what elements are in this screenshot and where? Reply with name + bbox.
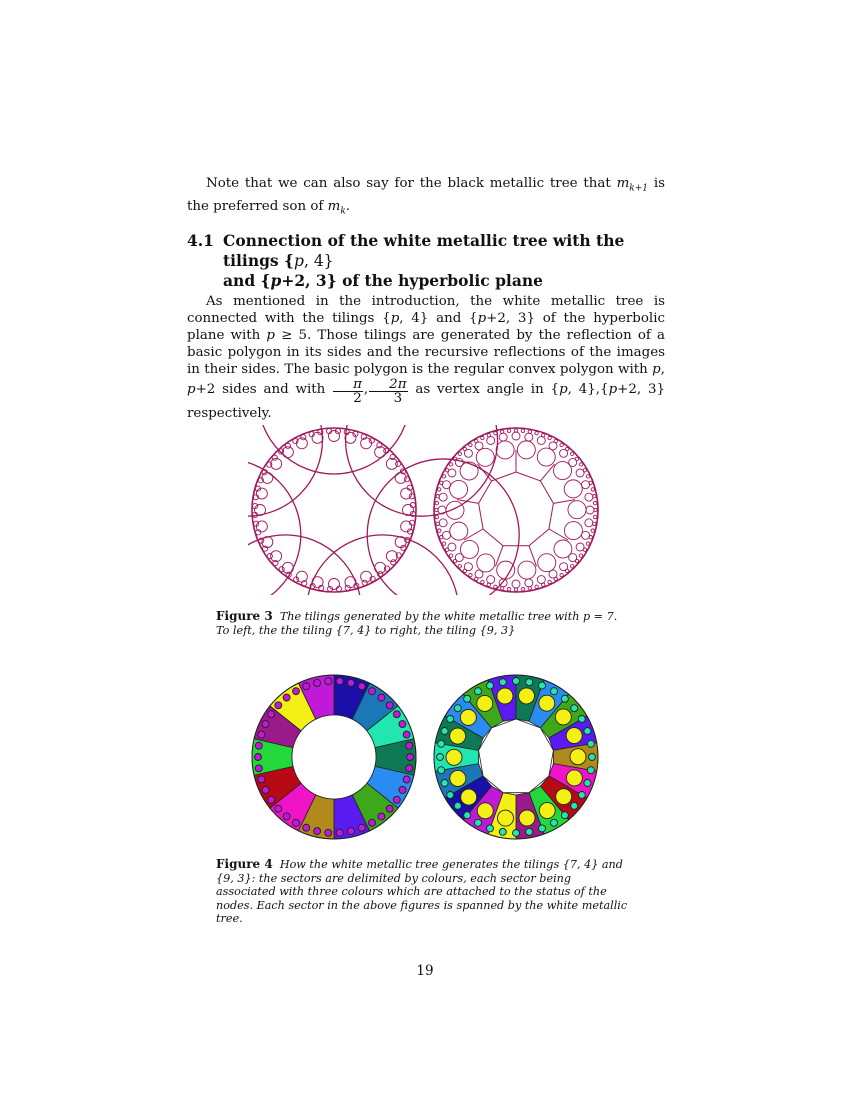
- tile: [477, 554, 495, 572]
- tiling-7-4-disk: [248, 425, 519, 595]
- tile: [303, 824, 310, 831]
- tile: [499, 828, 506, 835]
- tile: [469, 573, 472, 576]
- tile: [582, 481, 590, 489]
- section-heading: [187, 231, 665, 290]
- tile: [403, 505, 414, 516]
- tile: [314, 828, 321, 835]
- tile: [554, 577, 557, 580]
- tile: [526, 679, 533, 686]
- tile: [442, 542, 445, 545]
- tile: [578, 792, 585, 799]
- tile: [513, 830, 520, 837]
- tile: [584, 728, 591, 735]
- tile: [475, 819, 482, 826]
- tile: [519, 810, 535, 826]
- tile: [551, 688, 558, 695]
- tile: [442, 531, 450, 539]
- tile: [476, 448, 494, 466]
- tile: [537, 436, 545, 444]
- figure3-label: Figure 3: [216, 609, 273, 623]
- tile: [538, 554, 556, 572]
- tile: [438, 488, 441, 491]
- tile: [518, 688, 534, 704]
- tile: [404, 477, 409, 482]
- tile: [584, 779, 591, 786]
- tile: [578, 716, 585, 723]
- tile: [442, 475, 445, 478]
- tile: [325, 829, 332, 836]
- tile: [570, 749, 586, 765]
- intro-paragraph: Note that we can also say for the black metallic tree that $m_{k+1}$ is the preferred son of $m_k$.: [187, 176, 665, 217]
- tile: [496, 441, 514, 459]
- body-paragraph: As mentioned in the introduction, the white metallic tree is connected with the tilings {p, 4} and {p+2, 3} of the hyperbolic plane with p ≥ 5. Those tilings are generated by the reflection of a basic polygon in its sides and the recursive reflections of the images in their sides. The basic polygon is the regular convex polygon with p, p+2 sides and with $\frac{\pi}{2}$ , $\frac{2\pi}{3}$ as vertex angle in {p, 4},{p+2, 3} respectively.: [187, 294, 666, 421]
- tile: [477, 803, 493, 819]
- tile: [268, 711, 275, 718]
- tile: [587, 767, 594, 774]
- tile: [548, 580, 551, 583]
- tile: [262, 721, 269, 728]
- tile: [358, 824, 365, 831]
- tile: [255, 505, 266, 516]
- tile: [441, 779, 448, 786]
- tile: [447, 792, 454, 799]
- tile: [555, 709, 571, 725]
- tile: [285, 443, 290, 448]
- geodesic-arc: [248, 459, 301, 595]
- tile: [571, 565, 574, 568]
- tile: [481, 580, 484, 583]
- tile: [525, 433, 533, 441]
- tile: [521, 429, 524, 432]
- tile: [283, 694, 290, 701]
- tile: [272, 455, 277, 460]
- tile: [487, 576, 495, 584]
- tile: [475, 439, 478, 442]
- tile: [450, 770, 466, 786]
- tile: [256, 521, 267, 532]
- tile: [575, 559, 578, 562]
- tile: [538, 682, 545, 689]
- tile: [435, 501, 438, 504]
- tile: [512, 432, 520, 440]
- tile: [497, 561, 515, 579]
- tile: [565, 447, 568, 450]
- tile: [593, 515, 596, 518]
- tile: [378, 694, 385, 701]
- tile: [275, 805, 282, 812]
- tile: [255, 765, 262, 772]
- tile: [312, 432, 323, 443]
- tile: [283, 813, 290, 820]
- tile: [538, 825, 545, 832]
- tile: [445, 548, 448, 551]
- tile: [565, 569, 568, 572]
- tile: [539, 695, 555, 711]
- tile: [255, 742, 262, 749]
- tile: [497, 688, 513, 704]
- tile: [406, 742, 413, 749]
- tile: [336, 829, 343, 836]
- central-cell: [292, 715, 376, 799]
- tile: [453, 559, 456, 562]
- tile: [303, 683, 310, 690]
- tile: [583, 548, 586, 551]
- tile: [262, 786, 269, 793]
- tile: [499, 579, 507, 587]
- tile: [369, 819, 376, 826]
- page-number: 19: [416, 963, 434, 979]
- tile: [571, 452, 574, 455]
- tile: [579, 554, 582, 557]
- coloured-tiling-9-3-disk: [434, 675, 598, 839]
- tile: [329, 579, 340, 590]
- tile: [403, 776, 410, 783]
- figure3-image: [248, 425, 602, 595]
- tile: [438, 740, 445, 747]
- tile: [312, 577, 323, 588]
- tile: [293, 688, 300, 695]
- tile: [579, 463, 582, 466]
- section-title: Connection of the white metallic tree with the tilings {p, 4} and {p+2, 3} of the hyperbolic plane: [223, 231, 625, 290]
- tile: [347, 679, 354, 686]
- tile: [593, 501, 596, 504]
- tile: [535, 432, 538, 435]
- tile: [487, 436, 495, 444]
- tile: [564, 480, 582, 498]
- tile: [571, 705, 578, 712]
- figure4-caption: Figure 4 How the white metallic tree generates the tilings {7, 4} and {9, 3}: the sectors are delimited by colours, each sector being associated with three colours which are attached to the status of the nodes. Each sector in the above figures is spanned by the white metallic tree.: [216, 857, 628, 925]
- tile: [585, 493, 593, 501]
- tile: [487, 682, 494, 689]
- tile: [464, 695, 471, 702]
- tile: [561, 695, 568, 702]
- tile: [494, 585, 497, 588]
- tile: [566, 770, 582, 786]
- tile: [293, 819, 300, 826]
- tile: [517, 441, 535, 459]
- tile: [275, 702, 282, 709]
- tile: [586, 475, 589, 478]
- tile: [568, 501, 586, 519]
- tile: [498, 810, 514, 826]
- tile: [399, 786, 406, 793]
- coloured-tiling-7-4-disk: [252, 675, 416, 839]
- tile: [582, 531, 590, 539]
- tile: [325, 678, 332, 685]
- tile: [345, 577, 356, 588]
- tile: [401, 521, 412, 532]
- tile: [401, 488, 412, 499]
- figure3-caption: Figure 3 The tilings generated by the white metallic tree with p = 7. To left, the the tiling {7, 4} to right, the tiling {9, 3}: [216, 609, 618, 637]
- tile: [449, 554, 452, 557]
- tile: [512, 580, 520, 588]
- tile: [458, 565, 461, 568]
- tile: [458, 452, 461, 455]
- tile: [267, 554, 272, 559]
- tile: [454, 802, 461, 809]
- tile: [403, 731, 410, 738]
- tile: [450, 480, 468, 498]
- tile: [585, 519, 593, 527]
- tile: [566, 728, 582, 744]
- tile: [258, 731, 265, 738]
- tile: [386, 702, 393, 709]
- tile: [450, 728, 466, 744]
- tile: [507, 587, 510, 590]
- tile: [591, 488, 594, 491]
- tile: [475, 688, 482, 695]
- tile: [571, 802, 578, 809]
- tile: [554, 439, 557, 442]
- tile: [525, 579, 533, 587]
- tile: [445, 469, 448, 472]
- tile: [449, 463, 452, 466]
- tile: [560, 443, 563, 446]
- tile: [548, 436, 551, 439]
- tile: [477, 695, 493, 711]
- tile: [279, 567, 284, 572]
- tile: [539, 803, 555, 819]
- tile: [268, 796, 275, 803]
- tile: [256, 488, 267, 499]
- tile: [560, 573, 563, 576]
- tile: [378, 813, 385, 820]
- tile: [499, 433, 507, 441]
- tile: [329, 431, 340, 442]
- fraction-2pi-over-3: $\frac{2\pi}{3}$: [369, 378, 407, 405]
- tile: [301, 435, 306, 440]
- tile: [258, 776, 265, 783]
- tile: [526, 828, 533, 835]
- tile: [518, 561, 536, 579]
- tile: [591, 529, 594, 532]
- tile: [347, 828, 354, 835]
- tile: [513, 678, 520, 685]
- tile: [358, 683, 365, 690]
- tile: [461, 789, 477, 805]
- tile: [393, 796, 400, 803]
- tile: [589, 754, 596, 761]
- tile: [391, 560, 396, 565]
- tile: [446, 749, 462, 765]
- edge: [540, 464, 554, 481]
- tile: [442, 481, 450, 489]
- tile: [561, 812, 568, 819]
- central-polygon: [479, 472, 554, 546]
- tile: [535, 585, 538, 588]
- tile: [345, 432, 356, 443]
- tile: [406, 765, 413, 772]
- tile: [556, 789, 572, 805]
- tile: [399, 721, 406, 728]
- tiling-9-3-disk: [434, 428, 598, 592]
- section-number: 4.1: [187, 231, 214, 250]
- figure4-label: Figure 4: [216, 857, 273, 871]
- tile: [255, 754, 262, 761]
- tile: [460, 709, 476, 725]
- tile: [586, 506, 594, 514]
- tile: [362, 580, 367, 585]
- tile: [499, 679, 506, 686]
- fraction-pi-over-2: $\frac{\pi}{2}$: [333, 378, 363, 405]
- tile: [586, 542, 589, 545]
- tile: [407, 754, 414, 761]
- tile: [447, 716, 454, 723]
- tile: [435, 515, 438, 518]
- tile: [393, 711, 400, 718]
- tile: [438, 767, 445, 774]
- tile: [314, 679, 321, 686]
- tile: [487, 825, 494, 832]
- tile: [463, 569, 466, 572]
- tile: [441, 728, 448, 735]
- tile: [521, 587, 524, 590]
- tile: [386, 805, 393, 812]
- tile: [537, 448, 555, 466]
- tile: [446, 501, 464, 519]
- tile: [438, 529, 441, 532]
- tile: [551, 819, 558, 826]
- tile: [587, 740, 594, 747]
- tile: [439, 519, 447, 527]
- tile: [481, 436, 484, 439]
- tile: [507, 429, 510, 432]
- tile: [469, 443, 472, 446]
- tile: [583, 469, 586, 472]
- tile: [475, 577, 478, 580]
- tile: [437, 754, 444, 761]
- tile: [564, 522, 582, 540]
- tile: [575, 457, 578, 460]
- tile: [369, 688, 376, 695]
- tile: [439, 493, 447, 501]
- tile: [464, 812, 471, 819]
- figure4-image: [248, 672, 602, 842]
- tile: [537, 576, 545, 584]
- tile: [454, 705, 461, 712]
- tile: [450, 522, 468, 540]
- tile: [463, 447, 466, 450]
- tile: [336, 678, 343, 685]
- tile: [396, 461, 401, 466]
